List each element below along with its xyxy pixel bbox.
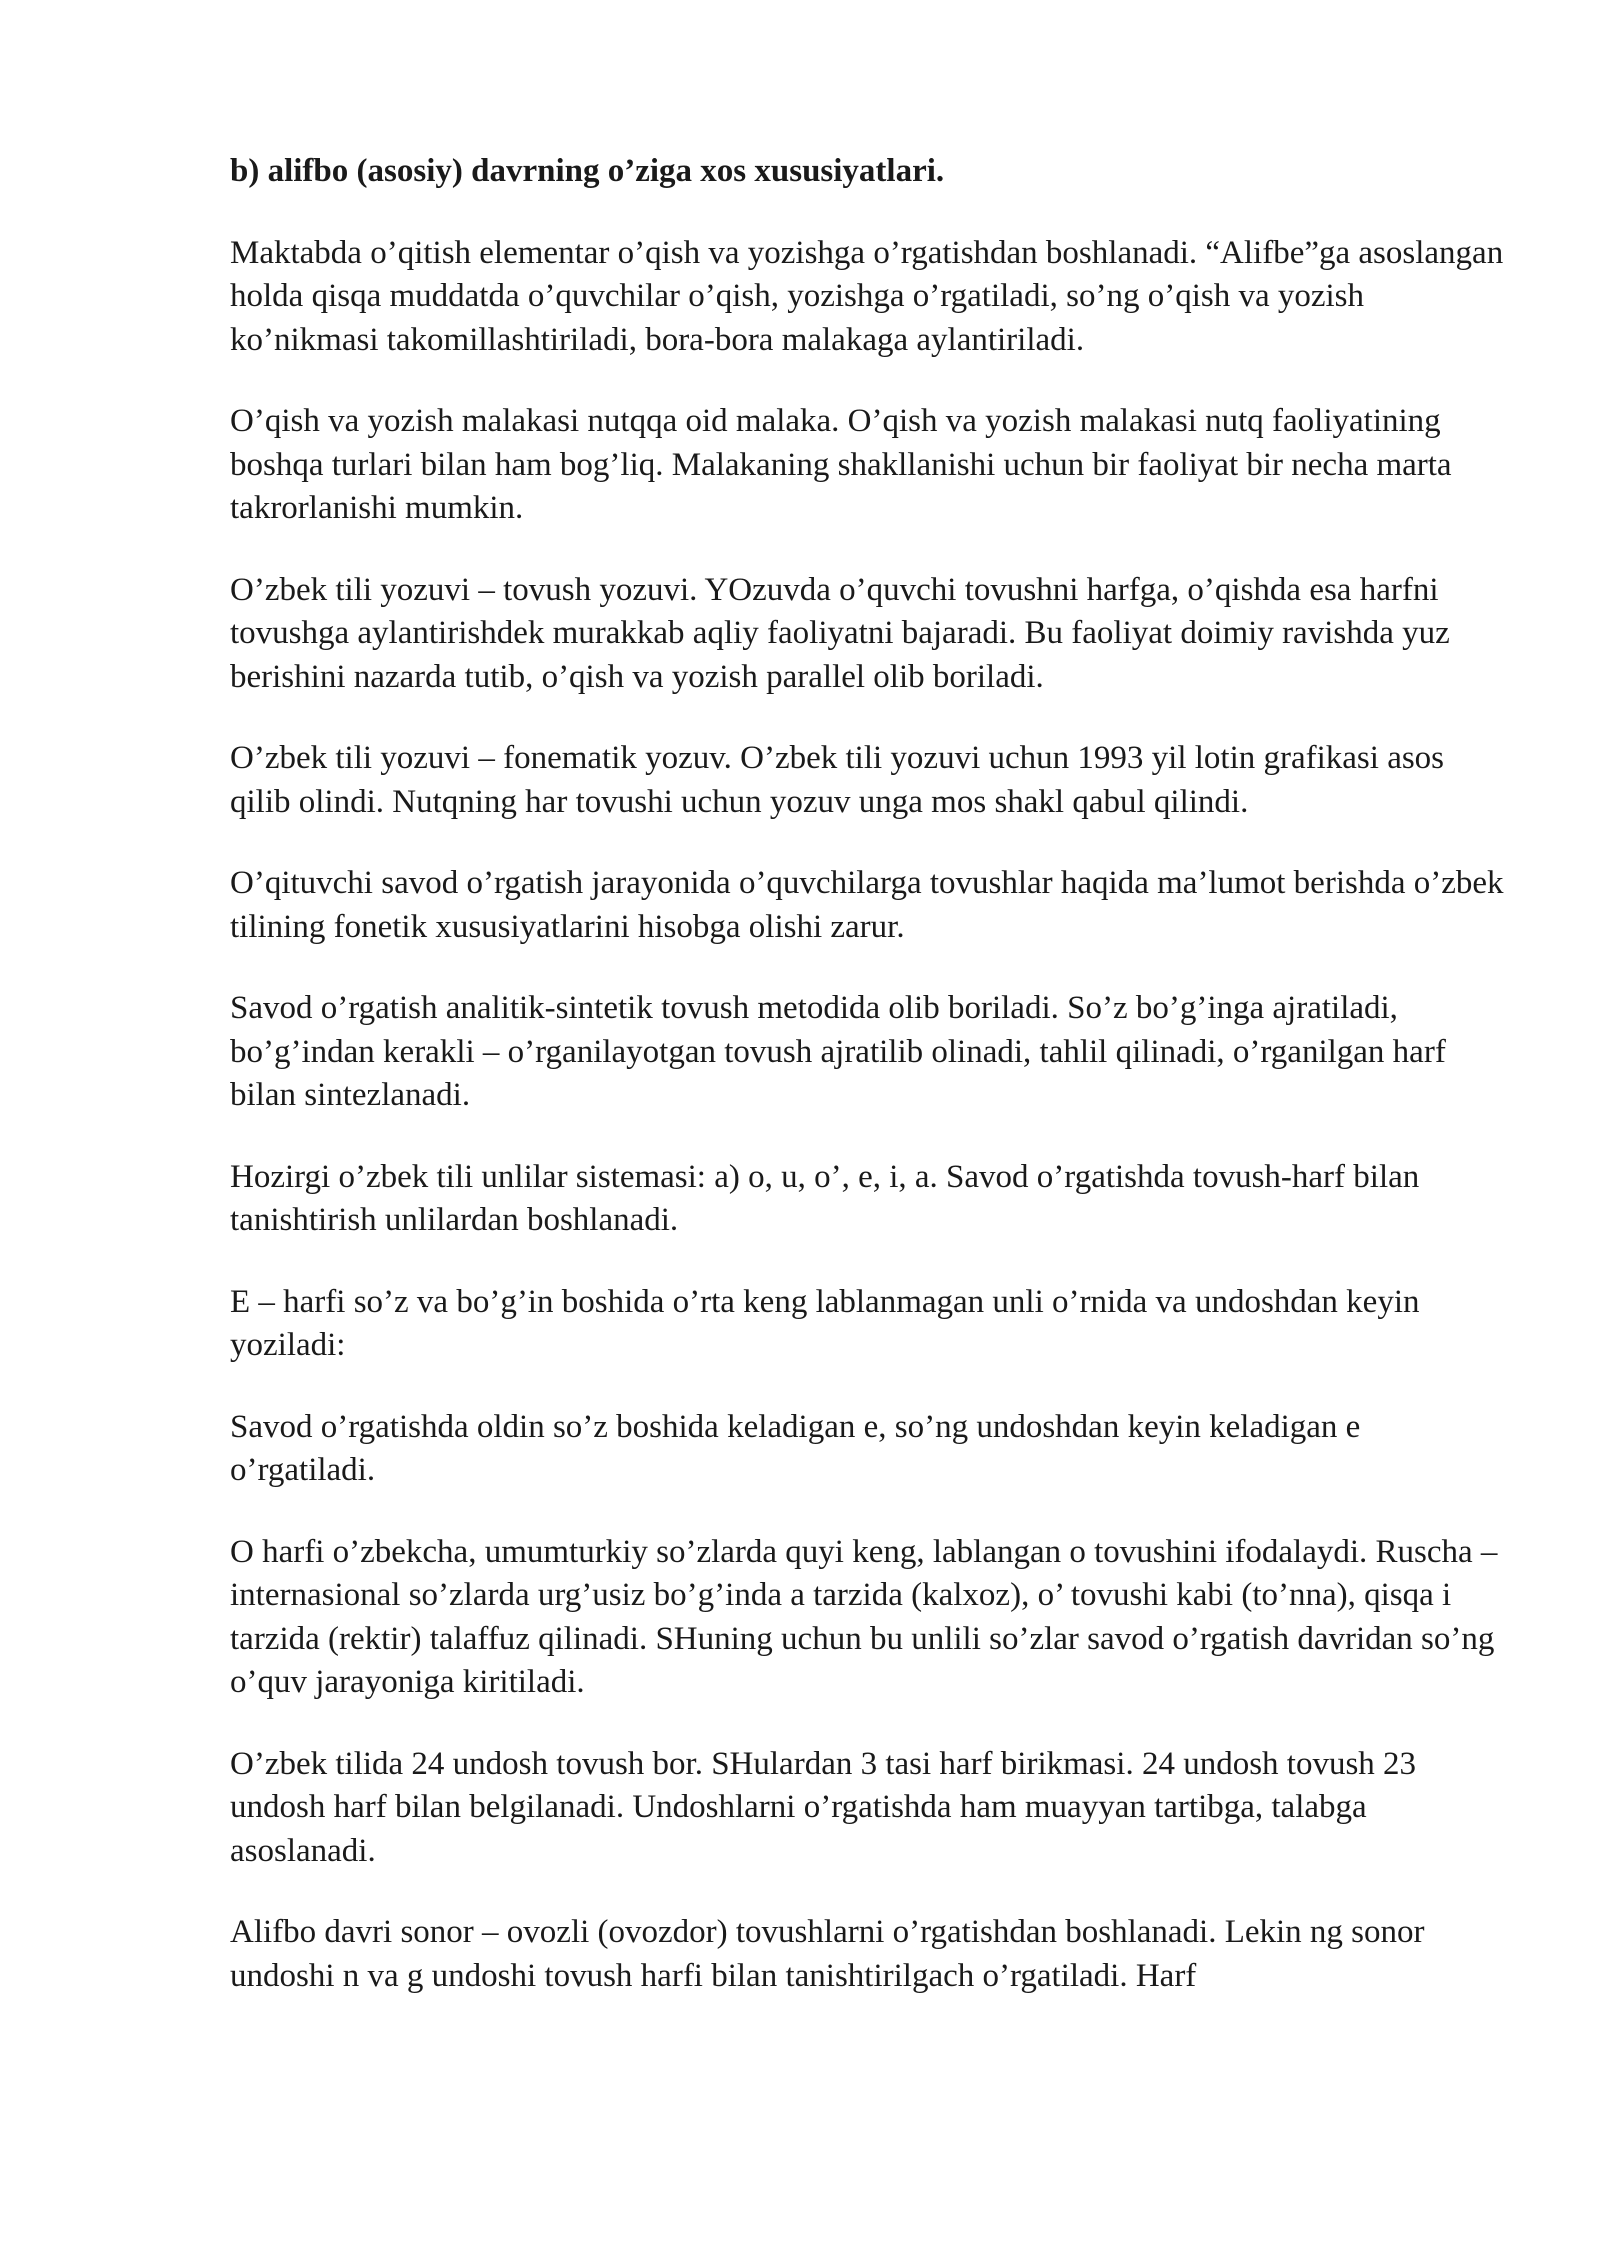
paragraph-reading-writing-skill: O’qish va yozish malakasi nutqqa oid malaka. O’qish va yozish malakasi nutq faoliyatining boshqa turlari bilan ham bog’liq. Malakaning shakllanishi uchun bir faoliyat bir necha marta takrorlanishi mumkin. bbox=[230, 403, 1452, 526]
paragraph-letter-e: E – harfi so’z va bo’g’in boshida o’rta keng lablanmagan unli o’rnida va undoshdan keyin yoziladi: bbox=[230, 1283, 1420, 1363]
paragraph-alphabet-period: Alifbo davri sonor – ovozli (ovozdor) tovushlarni o’rgatishdan boshlanadi. Lekin ng sonor undoshi n va g undoshi tovush harfi bilan tanishtirilgach o’rgatiladi. Harf bbox=[230, 1914, 1425, 1994]
paragraph-teaching-e: Savod o’rgatishda oldin so’z boshida keladigan e, so’ng undoshdan keyin keladigan e o’rgatiladi. bbox=[230, 1408, 1361, 1488]
paragraph-analytic-synthetic-method: Savod o’rgatish analitik-sintetik tovush metodida olib boriladi. So’z bo’g’inga ajratiladi, bo’g’indan kerakli – o’rganilayotgan tovush ajratilib olinadi, tahlil qilinadi, o’rganilgan harf bilan sintezlanadi. bbox=[230, 990, 1446, 1113]
paragraph-phonematic-writing: O’zbek tili yozuvi – fonematik yozuv. O’zbek tili yozuvi uchun 1993 yil lotin grafikasi asos qilib olindi. Nutqning har tovushi uchun yozuv unga mos shakl qabul qilindi. bbox=[230, 740, 1445, 820]
paragraph-letter-o: O harfi o’zbekcha, umumturkiy so’zlarda quyi keng, lablangan o tovushini ifodalaydi. Ruscha – internasional so’zlarda urg’usiz bo’g’inda a tarzida (kalxoz), o’ tovushi kabi (to’nna), qisqa i tarzida (rektir) talaffuz qilinadi. SHuning uchun bu unlili so’zlar savod o’rgatish davridan so’ng o’quv jarayoniga kiritiladi. bbox=[230, 1533, 1498, 1700]
paragraph-intro: Maktabda o’qitish elementar o’qish va yozishga o’rgatishdan boshlanadi. “Alifbe”ga asoslangan holda qisqa muddatda o’quvchilar o’qish, yozishga o’rgatiladi, so’ng o’qish va yozish ko’nikmasi takomillashtiriladi, bora-bora malakaga aylantiriladi. bbox=[230, 234, 1504, 358]
paragraph-sound-writing: O’zbek tili yozuvi – tovush yozuvi. YOzuvda o’quvchi tovushni harfga, o’qishda esa harfni tovushga aylantirishdek murakkab aqliy faoliyatni bajaradi. Bu faoliyat doimiy ravishda yuz berishini nazarda tutib, o’qish va yozish parallel olib boriladi. bbox=[230, 571, 1450, 695]
section-heading: b) alifbo (asosiy) davrning o’ziga xos xususiyatlari. bbox=[230, 153, 945, 189]
paragraph-teacher-note: O’qituvchi savod o’rgatish jarayonida o’quvchilarga tovushlar haqida ma’lumot berishda o’zbek tilining fonetik xususiyatlarini hisobga olishi zarur. bbox=[230, 865, 1504, 945]
paragraph-consonants: O’zbek tilida 24 undosh tovush bor. SHulardan 3 tasi harf birikmasi. 24 undosh tovush 23 undosh harf bilan belgilanadi. Undoshlarni o’rgatishda ham muayyan tartibga, talabga asoslanadi. bbox=[230, 1745, 1417, 1869]
document-body bbox=[230, 150, 1510, 1998]
paragraph-vowel-system: Hozirgi o’zbek tili unlilar sistemasi: a) o, u, o’, e, i, a. Savod o’rgatishda tovush-harf bilan tanishtirish unlilardan boshlanadi. bbox=[230, 1158, 1420, 1238]
